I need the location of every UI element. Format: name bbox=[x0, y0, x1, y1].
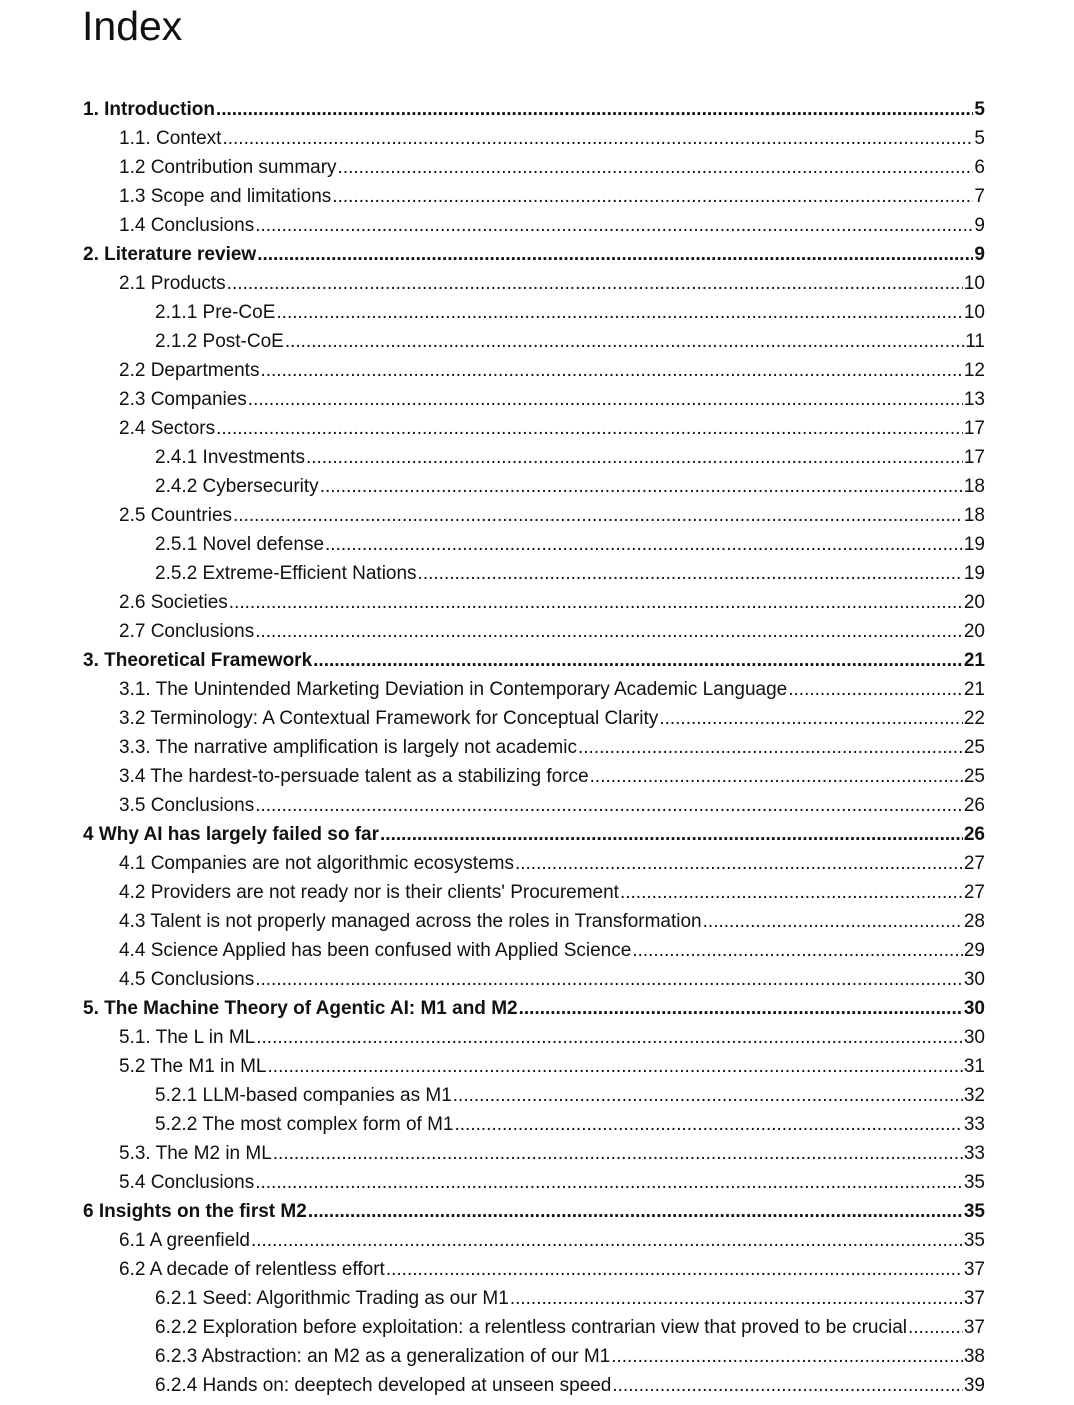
toc-entry-label: 3.3. The narrative amplification is largely not academic bbox=[119, 737, 577, 758]
toc-entry-page-number: 39 bbox=[963, 1375, 985, 1396]
toc-entry-page-number: 25 bbox=[963, 737, 985, 758]
toc-dot-leader bbox=[908, 1313, 963, 1342]
toc-entry[interactable] bbox=[0, 1023, 985, 1052]
toc-entry[interactable] bbox=[0, 1052, 985, 1081]
toc-dot-leader bbox=[515, 849, 963, 878]
toc-entry[interactable] bbox=[0, 356, 985, 385]
toc-entry-label: 5.1. The L in ML bbox=[119, 1027, 256, 1048]
toc-dot-leader bbox=[659, 704, 963, 733]
toc-entry-label: 6.2.2 Exploration before exploitation: a relentless contrarian view that proved to be crucial bbox=[155, 1317, 907, 1338]
toc-dot-leader bbox=[320, 472, 963, 501]
toc-entry-page-number: 19 bbox=[963, 563, 985, 584]
toc-dot-leader bbox=[313, 646, 963, 675]
toc-entry[interactable] bbox=[0, 791, 985, 820]
toc-dot-leader bbox=[590, 762, 963, 791]
toc-entry-page-number: 11 bbox=[965, 331, 985, 352]
toc-entry[interactable] bbox=[0, 1110, 985, 1139]
toc-dot-leader bbox=[453, 1081, 963, 1110]
toc-dot-leader bbox=[306, 443, 963, 472]
toc-entry-label: 5.3. The M2 in ML bbox=[119, 1143, 272, 1164]
toc-entry-page-number: 31 bbox=[963, 1056, 985, 1077]
toc-entry-page-number: 26 bbox=[963, 795, 985, 816]
toc-dot-leader bbox=[611, 1342, 963, 1371]
toc-entry-label: 1. Introduction bbox=[83, 99, 215, 120]
toc-dot-leader bbox=[260, 356, 962, 385]
toc-entry-page-number: 35 bbox=[963, 1230, 985, 1251]
toc-dot-leader bbox=[703, 907, 963, 936]
toc-dot-leader bbox=[620, 878, 963, 907]
toc-entry-label: 4.3 Talent is not properly managed across the roles in Transformation bbox=[119, 911, 702, 932]
toc-entry-page-number: 10 bbox=[963, 273, 985, 294]
toc-entry[interactable] bbox=[0, 269, 985, 298]
toc-entry[interactable] bbox=[0, 936, 985, 965]
toc-entry-page-number: 30 bbox=[963, 969, 985, 990]
toc-entry[interactable] bbox=[0, 617, 985, 646]
toc-entry-page-number: 21 bbox=[963, 679, 985, 700]
toc-entry-page-number: 28 bbox=[963, 911, 985, 932]
toc-entry[interactable] bbox=[0, 559, 985, 588]
toc-entry-label: 2.5.2 Extreme-Efficient Nations bbox=[155, 563, 417, 584]
toc-dot-leader bbox=[273, 1139, 963, 1168]
toc-entry-label: 6.2.1 Seed: Algorithmic Trading as our M1 bbox=[155, 1288, 509, 1309]
toc-entry-page-number: 33 bbox=[963, 1114, 985, 1135]
toc-entry-label: 1.3 Scope and limitations bbox=[119, 186, 332, 207]
toc-entry[interactable] bbox=[0, 1081, 985, 1110]
toc-entry-page-number: 22 bbox=[963, 708, 985, 729]
toc-dot-leader bbox=[519, 994, 963, 1023]
toc-entry[interactable] bbox=[0, 530, 985, 559]
toc-entry-page-number: 18 bbox=[963, 505, 985, 526]
toc-dot-leader bbox=[216, 95, 973, 124]
toc-entry-label: 2. Literature review bbox=[83, 244, 257, 265]
toc-entry-page-number: 35 bbox=[963, 1201, 985, 1222]
toc-entry-label: 6.2.3 Abstraction: an M2 as a generalization of our M1 bbox=[155, 1346, 611, 1367]
toc-entry-label: 5.2.2 The most complex form of M1 bbox=[155, 1114, 454, 1135]
toc-entry[interactable] bbox=[0, 762, 985, 791]
toc-entry[interactable] bbox=[0, 1168, 985, 1197]
toc-dot-leader bbox=[788, 675, 963, 704]
toc-entry-label: 5.4 Conclusions bbox=[119, 1172, 255, 1193]
toc-entry-page-number: 30 bbox=[963, 1027, 985, 1048]
toc-dot-leader bbox=[285, 327, 964, 356]
toc-entry[interactable] bbox=[0, 124, 985, 153]
toc-entry-page-number: 10 bbox=[963, 302, 985, 323]
toc-entry-page-number: 20 bbox=[963, 621, 985, 642]
toc-dot-leader bbox=[386, 1255, 963, 1284]
toc-entry[interactable] bbox=[0, 675, 985, 704]
toc-entry[interactable] bbox=[0, 849, 985, 878]
toc-entry[interactable] bbox=[0, 733, 985, 762]
toc-entry-label: 4 Why AI has largely failed so far bbox=[83, 824, 380, 845]
toc-entry-label: 6.2.4 Hands on: deeptech developed at unseen speed bbox=[155, 1375, 612, 1396]
toc-entry-page-number: 38 bbox=[963, 1346, 985, 1367]
toc-entry[interactable] bbox=[0, 1284, 985, 1313]
toc-entry[interactable] bbox=[0, 646, 985, 675]
toc-dot-leader bbox=[248, 385, 963, 414]
toc-entry-page-number: 30 bbox=[963, 998, 985, 1019]
toc-dot-leader bbox=[255, 791, 963, 820]
toc-entry[interactable] bbox=[0, 704, 985, 733]
toc-entry-page-number: 18 bbox=[963, 476, 985, 497]
toc-entry-label: 3.2 Terminology: A Contextual Framework for Conceptual Clarity bbox=[119, 708, 659, 729]
toc-entry-label: 5.2.1 LLM-based companies as M1 bbox=[155, 1085, 452, 1106]
toc-entry[interactable] bbox=[0, 298, 985, 327]
toc-entry-page-number: 26 bbox=[963, 824, 985, 845]
toc-entry-label: 3. Theoretical Framework bbox=[83, 650, 313, 671]
toc-dot-leader bbox=[612, 1371, 962, 1400]
toc-entry-page-number: 25 bbox=[963, 766, 985, 787]
toc-entry[interactable] bbox=[0, 1197, 985, 1226]
toc-dot-leader bbox=[251, 1226, 963, 1255]
toc-entry-page-number: 5 bbox=[974, 99, 985, 120]
toc-dot-leader bbox=[229, 588, 963, 617]
toc-entry-page-number: 35 bbox=[963, 1172, 985, 1193]
toc-entry-page-number: 37 bbox=[963, 1259, 985, 1280]
toc-entry-label: 2.5.1 Novel defense bbox=[155, 534, 325, 555]
toc-dot-leader bbox=[325, 530, 963, 559]
toc-dot-leader bbox=[222, 124, 973, 153]
toc-entry-page-number: 9 bbox=[974, 244, 985, 265]
toc-entry[interactable] bbox=[0, 965, 985, 994]
toc-entry-label: 6.1 A greenfield bbox=[119, 1230, 250, 1251]
toc-entry[interactable] bbox=[0, 182, 985, 211]
toc-dot-leader bbox=[632, 936, 963, 965]
toc-entry-page-number: 7 bbox=[974, 186, 985, 207]
toc-dot-leader bbox=[257, 240, 973, 269]
toc-entry-label: 2.4.1 Investments bbox=[155, 447, 305, 468]
toc-entry-page-number: 13 bbox=[963, 389, 985, 410]
toc-dot-leader bbox=[276, 298, 962, 327]
toc-entry[interactable] bbox=[0, 153, 985, 182]
toc-entry[interactable] bbox=[0, 385, 985, 414]
toc-entry-label: 5. The Machine Theory of Agentic AI: M1 and M2 bbox=[83, 998, 518, 1019]
toc-entry-label: 2.1.2 Post-CoE bbox=[155, 331, 284, 352]
toc-entry-label: 1.4 Conclusions bbox=[119, 215, 255, 236]
toc-dot-leader bbox=[268, 1052, 963, 1081]
toc-entry-page-number: 32 bbox=[963, 1085, 985, 1106]
toc-entry[interactable] bbox=[0, 588, 985, 617]
toc-entry[interactable] bbox=[0, 211, 985, 240]
toc-entry-page-number: 6 bbox=[974, 157, 985, 178]
toc-entry[interactable] bbox=[0, 472, 985, 501]
toc-entry-page-number: 17 bbox=[963, 418, 985, 439]
toc-entry-label: 6 Insights on the first M2 bbox=[83, 1201, 307, 1222]
toc-entry-page-number: 9 bbox=[974, 215, 985, 236]
toc-dot-leader bbox=[308, 1197, 963, 1226]
toc-entry-label: 2.3 Companies bbox=[119, 389, 247, 410]
toc-entry-page-number: 27 bbox=[963, 882, 985, 903]
toc-entry-page-number: 21 bbox=[963, 650, 985, 671]
toc-entry-page-number: 27 bbox=[963, 853, 985, 874]
toc-entry[interactable] bbox=[0, 327, 985, 356]
toc-dot-leader bbox=[578, 733, 963, 762]
toc-entry-page-number: 5 bbox=[974, 128, 985, 149]
toc-entry-label: 4.1 Companies are not algorithmic ecosystems bbox=[119, 853, 514, 874]
table-of-contents bbox=[0, 95, 1074, 1400]
toc-entry-label: 4.5 Conclusions bbox=[119, 969, 255, 990]
toc-entry-label: 3.5 Conclusions bbox=[119, 795, 255, 816]
toc-entry[interactable] bbox=[0, 443, 985, 472]
toc-entry[interactable] bbox=[0, 820, 985, 849]
toc-entry-page-number: 19 bbox=[963, 534, 985, 555]
toc-dot-leader bbox=[455, 1110, 963, 1139]
toc-entry[interactable] bbox=[0, 994, 985, 1023]
toc-entry[interactable] bbox=[0, 1226, 985, 1255]
toc-entry-label: 2.6 Societies bbox=[119, 592, 228, 613]
toc-entry-label: 6.2 A decade of relentless effort bbox=[119, 1259, 385, 1280]
toc-entry[interactable] bbox=[0, 414, 985, 443]
toc-dot-leader bbox=[510, 1284, 963, 1313]
toc-dot-leader bbox=[338, 153, 974, 182]
toc-entry[interactable] bbox=[0, 240, 985, 269]
toc-entry-label: 2.4 Sectors bbox=[119, 418, 216, 439]
page-title: Index bbox=[82, 3, 183, 49]
toc-entry[interactable] bbox=[0, 1371, 985, 1400]
toc-entry[interactable] bbox=[0, 95, 985, 124]
toc-dot-leader bbox=[255, 965, 963, 994]
toc-entry-page-number: 12 bbox=[963, 360, 985, 381]
toc-entry-label: 2.5 Countries bbox=[119, 505, 233, 526]
toc-dot-leader bbox=[233, 501, 963, 530]
toc-dot-leader bbox=[418, 559, 963, 588]
toc-entry-page-number: 29 bbox=[963, 940, 985, 961]
toc-entry-label: 2.4.2 Cybersecurity bbox=[155, 476, 319, 497]
toc-entry-label: 2.1 Products bbox=[119, 273, 226, 294]
toc-entry[interactable] bbox=[0, 1342, 985, 1371]
toc-entry[interactable] bbox=[0, 1313, 985, 1342]
toc-dot-leader bbox=[255, 211, 973, 240]
toc-entry-label: 4.4 Science Applied has been confused with Applied Science bbox=[119, 940, 632, 961]
toc-entry-page-number: 17 bbox=[963, 447, 985, 468]
toc-entry-label: 1.1. Context bbox=[119, 128, 222, 149]
toc-entry-label: 1.2 Contribution summary bbox=[119, 157, 337, 178]
toc-entry-page-number: 20 bbox=[963, 592, 985, 613]
toc-dot-leader bbox=[255, 617, 963, 646]
toc-dot-leader bbox=[332, 182, 973, 211]
toc-entry-page-number: 33 bbox=[963, 1143, 985, 1164]
toc-entry-label: 4.2 Providers are not ready nor is their clients' Procurement bbox=[119, 882, 619, 903]
toc-entry-label: 3.1. The Unintended Marketing Deviation in Contemporary Academic Language bbox=[119, 679, 788, 700]
toc-entry[interactable] bbox=[0, 1255, 985, 1284]
toc-dot-leader bbox=[256, 1023, 963, 1052]
toc-entry-label: 3.4 The hardest-to-persuade talent as a stabilizing force bbox=[119, 766, 589, 787]
toc-entry[interactable] bbox=[0, 907, 985, 936]
toc-dot-leader bbox=[380, 820, 963, 849]
toc-entry-page-number: 37 bbox=[963, 1317, 985, 1338]
toc-entry[interactable] bbox=[0, 501, 985, 530]
toc-entry[interactable] bbox=[0, 1139, 985, 1168]
toc-entry-page-number: 37 bbox=[963, 1288, 985, 1309]
toc-dot-leader bbox=[216, 414, 963, 443]
toc-entry-label: 2.7 Conclusions bbox=[119, 621, 255, 642]
toc-dot-leader bbox=[255, 1168, 963, 1197]
toc-entry-label: 2.2 Departments bbox=[119, 360, 260, 381]
toc-entry[interactable] bbox=[0, 878, 985, 907]
toc-entry-label: 2.1.1 Pre-CoE bbox=[155, 302, 276, 323]
toc-dot-leader bbox=[227, 269, 963, 298]
toc-entry-label: 5.2 The M1 in ML bbox=[119, 1056, 267, 1077]
